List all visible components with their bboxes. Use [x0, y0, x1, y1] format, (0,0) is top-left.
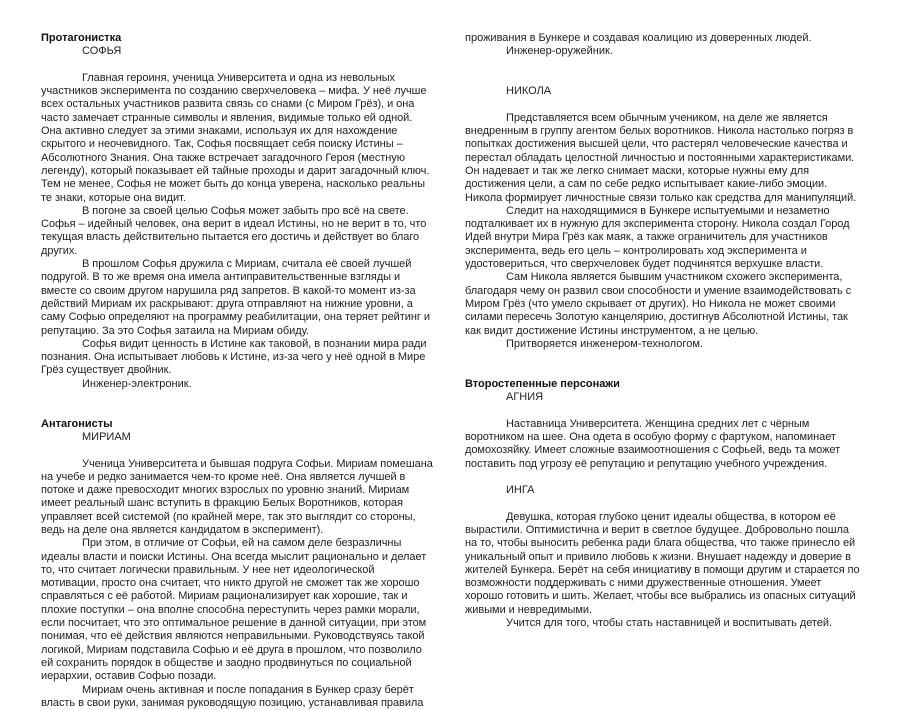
character-name-nikola: НИКОЛА [506, 85, 552, 98]
spacer [465, 497, 861, 510]
spacer [41, 444, 434, 457]
section-heading-secondary: Второстепенные персонажи [465, 377, 620, 390]
paragraph: Софья видит ценность в Истине как таковой, в познании мира ради познания. Она испытывает любовь к Истине, из-за чего у неё одной в Мире Грёз существует двойник. [41, 337, 427, 377]
spacer [465, 98, 861, 111]
spacer [41, 391, 434, 418]
paragraph: В прошлом Софья дружила с Мириам, считала её своей лучшей подругой. В то же время она имела антиправительственные взгляды и вместе со своим другом нарушила ряд запретов. В какой-то момент из-за действий Мириам их раскрывают: друга отправляют на нижние уровни, а саму Софью определяют на программу реабилитации, она теряет рейтинг и репутацию. За это Софья затаила на Мириам обиду. [41, 258, 430, 337]
paragraph: Учится для того, чтобы стать наставницей и воспитывать детей. [506, 617, 832, 630]
paragraph: Девушка, которая глубоко ценит идеалы общества, в котором её вырастили. Оптимистична и верит в светлое будущее. Добровольно пошла на то, чтобы выносить ребенка ради блага общества, что также принесло ей уникальный опыт и привило любовь к жизни. Внушает надежду и доверие в жителей Бункера. Берёт на себя инициативу в помощи другим и старается по возможности поддерживать с ними дружественные отношения. Умеет хорошо готовить и шить. Желает, чтобы все выбрались из опасных ситуаций живыми и невредимыми. [465, 510, 860, 616]
character-name-sofia: СОФЬЯ [82, 45, 122, 58]
spacer [41, 59, 434, 72]
character-role: Инженер-электроник. [82, 377, 192, 390]
paragraph-continued: проживания в Бункере и создавая коалицию из доверенных людей. [465, 32, 812, 44]
spacer [465, 404, 861, 417]
character-name-miriam: МИРИАМ [82, 430, 131, 443]
spacer [465, 59, 861, 86]
right-column [465, 32, 861, 630]
character-role: Инженер-оружейник. [506, 45, 613, 58]
character-name-agnia: АГНИЯ [506, 391, 544, 404]
paragraph: Сам Никола является бывшим участником схожего эксперимента, благодаря чему он развил свои способности и умение взаимодействовать с Миром Грёз (что умело скрывает от других). Но Никола не может своими силами пересечь Золотую канцелярию, достигнув Абсолютной Истины, так как видит достижение Истины инструментом, а не целью. [465, 271, 852, 337]
paragraph: Мириам очень активная и после попадания в Бункер сразу берёт власть в свои руки, занимая руководящую позицию, устанавливая правила [41, 683, 424, 709]
paragraph: Главная героиня, ученица Университета и одна из невольных участников эксперимента по созданию сверхчеловека – мифа. У неё лучше всех остальных участников развита связь со снами (с Миром Грёз), и она часто замечает странные символы и явления, видимые только ей одной. Она активно следует за этими знаками, используя их для нахождение скрытого и неочевидного. Так, Софья посвящает себя поиску Истины – Абсолютного Знания. Она также встречает загадочного Героя (местную легенду), который показывает ей тайные проходы и дарит загадочный ключ. Тем не менее, Софья не может быть до конца уверена, насколько реальны те знаки, которые она видит. [41, 71, 430, 204]
paragraph: Наставница Университета. Женщина средних лет с чёрным воротником на шее. Она одета в особую форму с фартуком, напоминает домохозяйку. Имеет сложные взаимоотношения с Софьей, ведь та может поставить под угрозу её репутацию и репутацию учебного учреждения. [465, 417, 841, 470]
left-column [41, 32, 434, 710]
spacer [465, 351, 861, 378]
paragraph: Ученица Университета и бывшая подруга Софьи. Мириам помешана на учебе и редко занимается чем-то кроме неё. Она является лучшей в потоке и даже превосходит многих взрослых по уровню знаний. Мириам имеет реальный шанс вступить в фракцию Белых Воротников, которая управляет всей системой (по крайней мере, так это выглядит со стороны, ведь на деле она является кандидатом в эксперимент). [41, 457, 433, 536]
character-name-inga: ИНГА [506, 484, 535, 497]
paragraph: При этом, в отличие от Софьи, ей на самом деле безразличны идеалы власти и поиски Истины. Она всегда мыслит рационально и делает то, что считает логически правильным. У нее нет идеологической мотивации, просто она считает, что никто другой не сможет так же хорошо справляться с её работой. Мириам рационализирует как хорошие, так и плохие поступки – она вполне способна переступить через рамки морали, если посчитает, что это оптимальное решение в данной ситуации, при этом понимая, что её действия являются неправильными. Руководствуясь такой логикой, Мириам подставила Софью и её друга в прошлом, что позволило ей сохранить порядок в обществе и заодно продвинуться по социальной иерархии, оставив Софью позади. [41, 537, 427, 683]
paragraph: Следит на находящимися в Бункере испытуемыми и незаметно подталкивает их в нужную для эксперимента сторону. Никола создал Город Идей внутри Мира Грёз как маяк, а также ограничитель для участников эксперимента, ведь его цель – контролировать ход эксперимента и удостовериться, что сверхчеловек будет подчинятся верхушке власти. [465, 204, 850, 271]
character-role: Притворяется инженером-технологом. [506, 337, 703, 350]
paragraph: В погоне за своей целью Софья может забыть про всё на свете. Софья – идейный человек, она верит в идеал Истины, но не верит в то, что текущая власть действительно пытается его достичь и действует во благо других. [41, 204, 427, 257]
spacer [465, 471, 861, 484]
section-heading-protagonist: Протагонистка [41, 32, 122, 44]
paragraph: Представляется всем обычным учеником, на деле же является внедренным в группу агентом белых воротников. Никола настолько погряз в попытках достижения высшей цели, что растерял человеческие качества и перестал обладать целостной личностью и постоянными характеристиками. Он надевает и так же легко снимает маски, которые нужны ему для достижения цели, а сам по себе редко испытывает какие-либо эмоции. Никола формирует личностные связи только как средства для манипуляций. [465, 111, 857, 204]
section-heading-antagonists: Антагонисты [41, 417, 113, 430]
